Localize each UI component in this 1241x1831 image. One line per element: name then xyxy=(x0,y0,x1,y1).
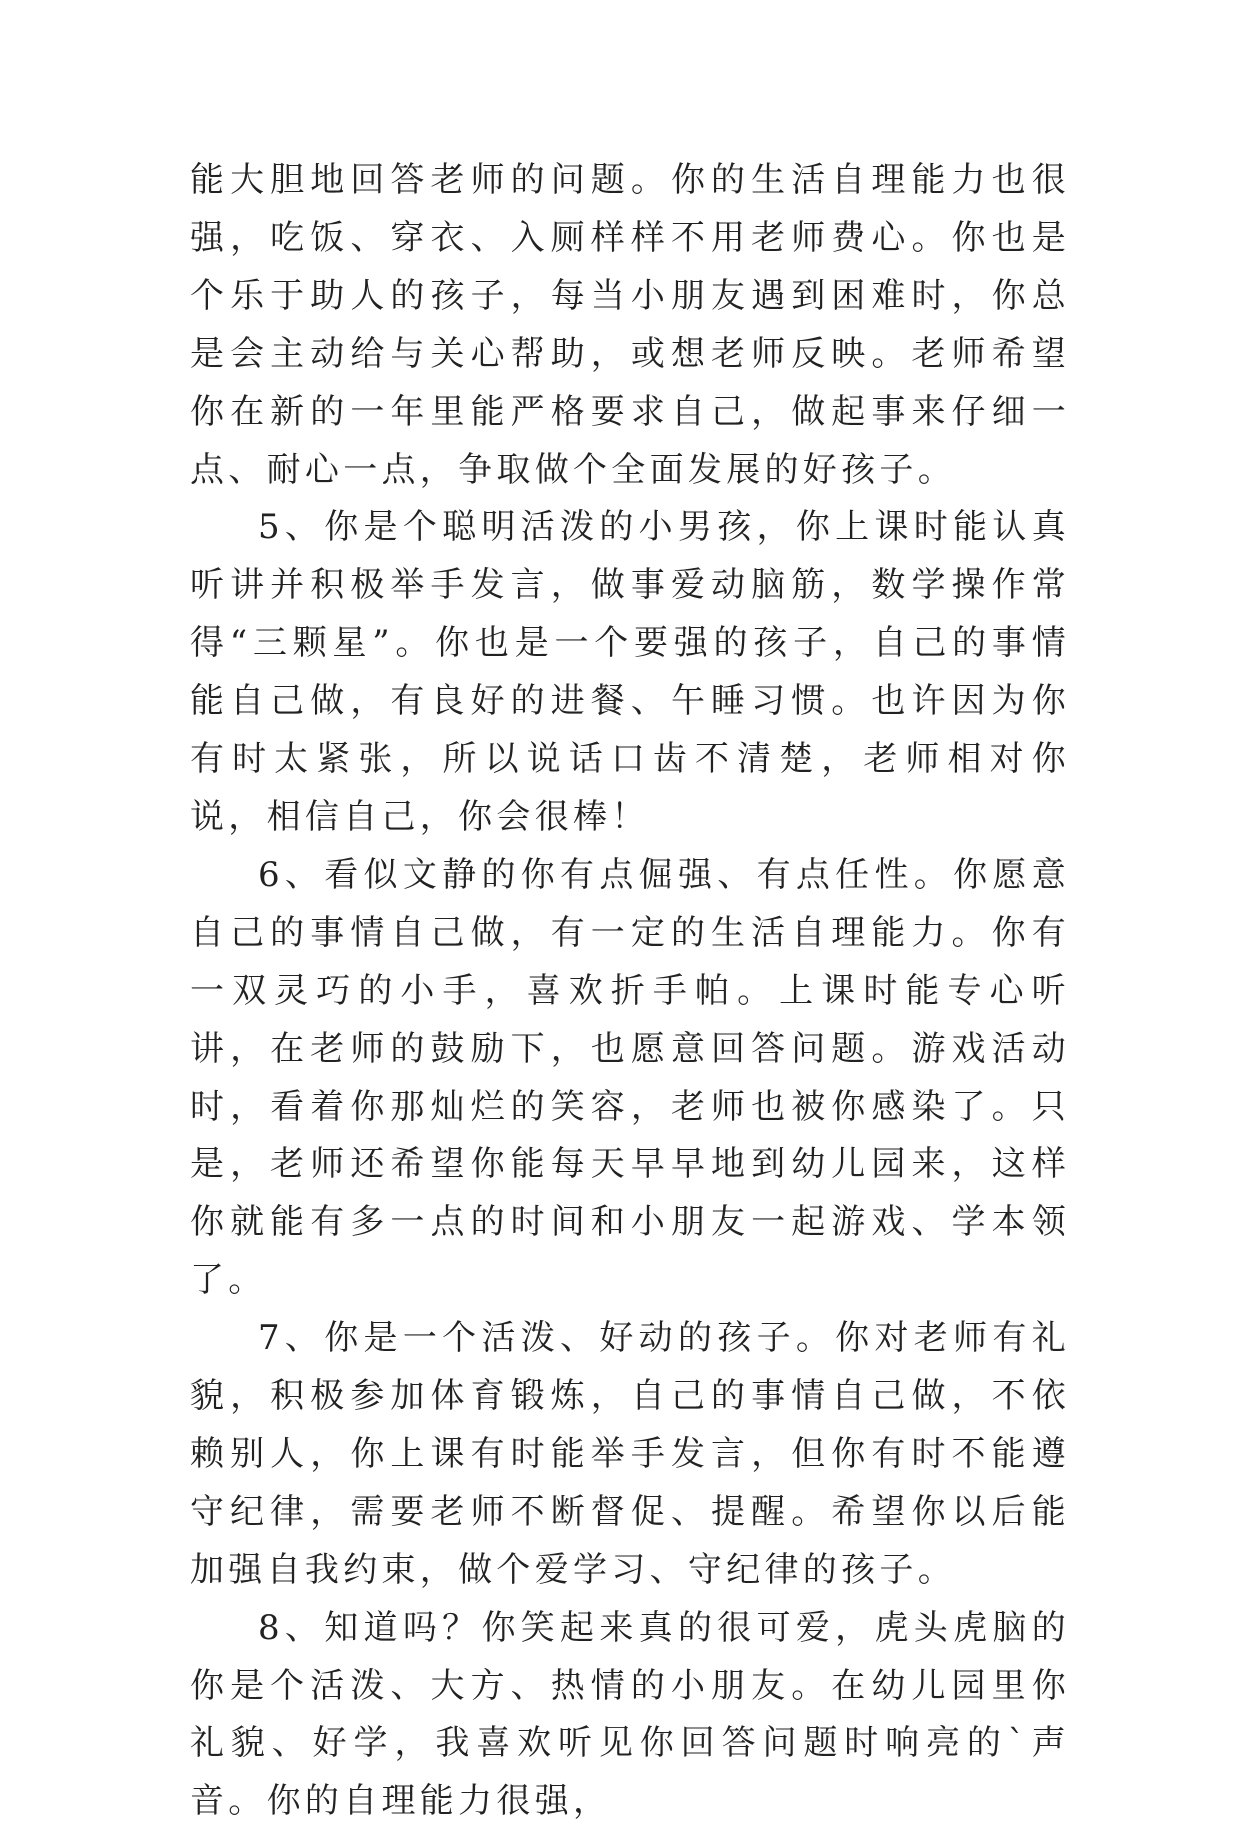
body-text xyxy=(190,152,1070,1831)
paragraph-continuation: 能大胆地回答老师的问题。你的生活自理能力也很强，吃饭、穿衣、入厕样样不用老师费心。你也是个乐于助人的孩子，每当小朋友遇到困难时，你总是会主动给与关心帮助，或想老师反映。老师希望你在新的一年里能严格要求自己，做起事来仔细一点、耐心一点，争取做个全面发展的好孩子。 xyxy=(190,160,1070,490)
paragraph-6: 6、看似文静的你有点倔强、有点任性。你愿意自己的事情自己做，有一定的生活自理能力。你有一双灵巧的小手，喜欢折手帕。上课时能专心听讲，在老师的鼓励下，也愿意回答问题。游戏活动时，看着你那灿烂的笑容，老师也被你感染了。只是，老师还希望你能每天早早地到幼儿园来，这样你就能有多一点的时间和小朋友一起游戏、学本领了。 xyxy=(190,854,1070,1301)
paragraph-8: 8、知道吗？你笑起来真的很可爱，虎头虎脑的你是个活泼、大方、热情的小朋友。在幼儿园里你礼貌、好学，我喜欢听见你回答问题时响亮的`声音。你的自理能力很强， xyxy=(190,1607,1070,1822)
paragraph-7: 7、你是一个活泼、好动的孩子。你对老师有礼貌，积极参加体育锻炼，自己的事情自己做，不依赖别人，你上课有时能举手发言，但你有时不能遵守纪律，需要老师不断督促、提醒。希望你以后能加强自我约束，做个爱学习、守纪律的孩子。 xyxy=(190,1318,1070,1590)
paragraph-5: 5、你是个聪明活泼的小男孩，你上课时能认真听讲并积极举手发言，做事爱动脑筋，数学操作常得“三颗星”。你也是一个要强的孩子，自己的事情能自己做，有良好的进餐、午睡习惯。也许因为你有时太紧张，所以说话口齿不清楚，老师相对你说，相信自己，你会很棒！ xyxy=(190,507,1070,837)
